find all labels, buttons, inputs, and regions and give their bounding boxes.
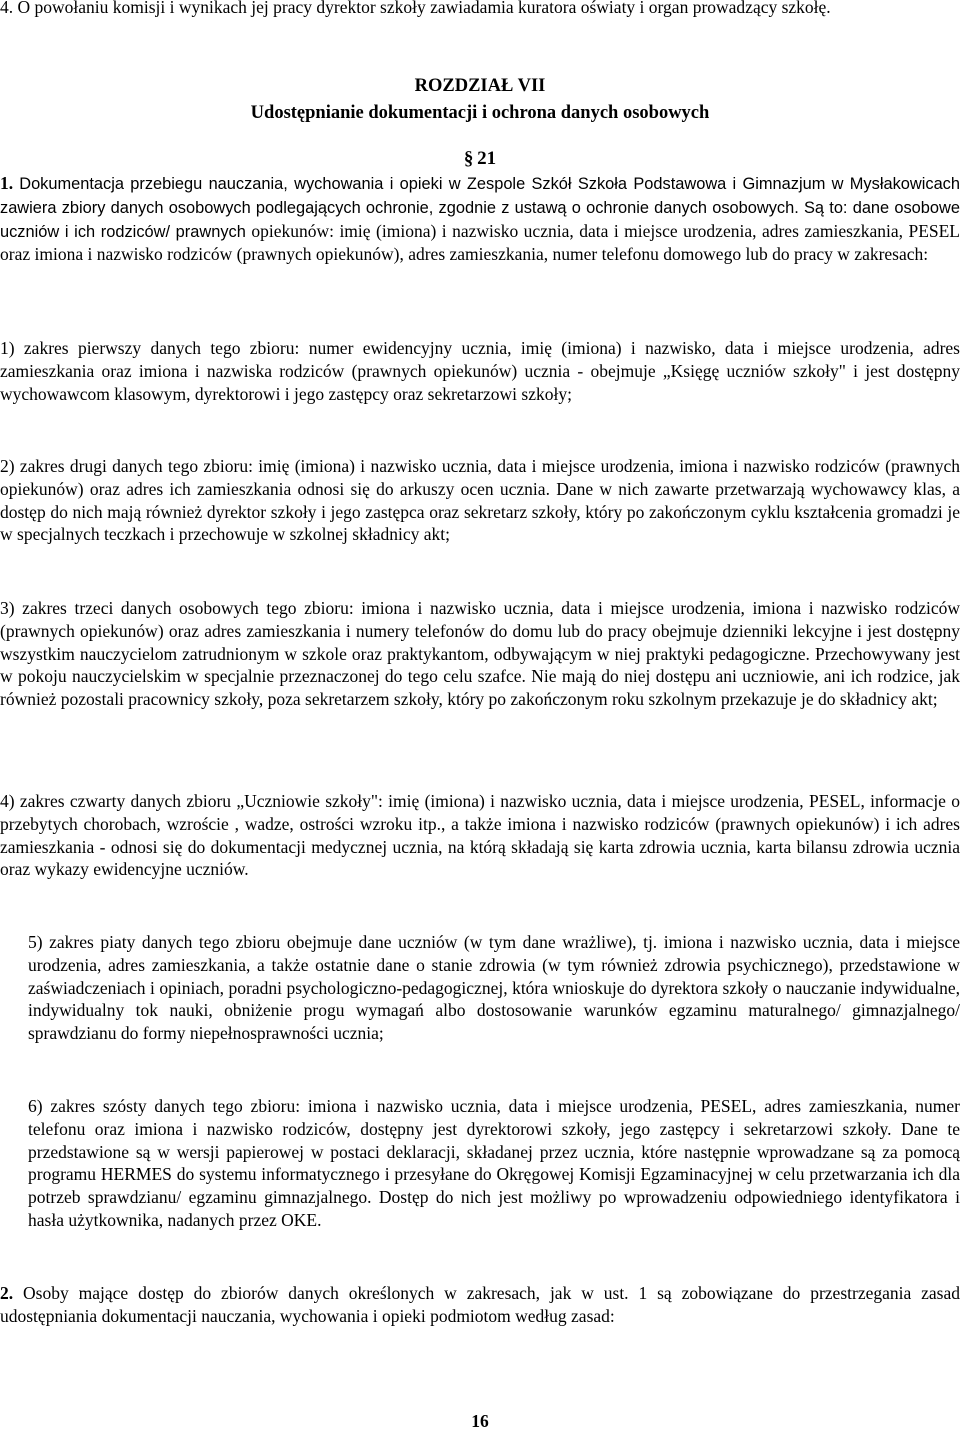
scope-4: 4) zakres czwarty danych zbioru „Uczniowie szkoły": imię (imiona) i nazwisko ucznia, data i miejsce urodzenia, PESEL, informacje o przebytych chorobach, wzroście , wadze, ostrości wzroku itp., a także imiona i nazwisko rodziców (prawnych opiekunów) i ich adres zamieszkania - odnosi się do dokumentacji medycznej ucznia, na którą składają się karta zdrowia ucznia, karta bilansu zdrowia ucznia oraz wykazy ewidencyjne uczniów. bbox=[0, 791, 960, 880]
item-2-text: Osoby mające dostęp do zbiorów danych określonych w zakresach, jak w ust. 1 są zobowiązane do przestrzegania zasad udostępniania dokumentacji nauczania, wychowania i opieki podmiotom według zasad: bbox=[0, 1283, 960, 1326]
item-1-number: 1. bbox=[0, 173, 14, 193]
scope-5: 5) zakres piaty danych tego zbioru obejmuje dane uczniów (w tym dane wrażliwe), tj. imiona i nazwisko ucznia, data i miejsce urodzenia, adres zamieszkania, a także ostatnie dane o stanie zdrowia (w tym również zdrowia psychicznego), przedstawione w zaświadczeniach i opiniach, poradni psychologiczno-pedagogicznej, która wnioskuje do dyrektora szkoły o nauczanie indywidualne, indywidualny tok nauki, obniżenie progu wymagań albo dostosowanie warunków egzaminu maturalnego/ gimnazjalnego/ sprawdzianu do formy niepełnosprawności ucznia; bbox=[28, 932, 960, 1044]
item-2 bbox=[0, 1282, 960, 1328]
paragraph-heading bbox=[0, 148, 960, 171]
item-1-text-serif: opiekunów: imię (imiona) i nazwisko ucznia, data i miejsce urodzenia, adres zamieszkania, PESEL oraz imiona i nazwisko rodziców (prawnych opiekunów), adres zamieszkania, numer telefonu domowego lub do pracy w zakresach: bbox=[0, 220, 960, 265]
scope-1: 1) zakres pierwszy danych tego zbioru: numer ewidencyjny ucznia, imię (imiona) i nazwisko, data i miejsce urodzenia, adres zamieszkania oraz imiona i nazwiska rodziców (prawnych opiekunów) ucznia - obejmuje „Księgę uczniów szkoły" i jest dostępny wychowawcom klasowym, dyrektorowi i jego zastępcy oraz sekretarzowi szkoły; bbox=[0, 338, 960, 404]
scope-2: 2) zakres drugi danych tego zbioru: imię (imiona) i nazwisko ucznia, data i miejsce urodzenia, imiona i nazwisko rodziców (prawnych opiekunów) oraz adres ich zamieszkania odnosi się do arkuszy ocen ucznia. Dane w nich zawarte przetwarzają wychowawcy klas, a dostęp do nich mają również dyrektor szkoły i jego zastępca oraz sekretarz szkoły, który po zakończonym cyklu kształcenia gromadzi je w specjalnych teczkach i przechowuje w szkolnej składnicy akt; bbox=[0, 456, 960, 545]
intro-paragraph: 4. O powołaniu komisji i wynikach jej pracy dyrektor szkoły zawiadamia kuratora oświaty i organ prowadzący szkołę. bbox=[0, 0, 831, 17]
item-2-number: 2. bbox=[0, 1283, 14, 1303]
chapter-subtitle: Udostępnianie dokumentacji i ochrona danych osobowych bbox=[250, 103, 710, 123]
chapter-title: ROZDZIAŁ VII bbox=[414, 76, 546, 96]
page-number: 16 bbox=[471, 1411, 489, 1431]
scope-6: 6) zakres szósty danych tego zbioru: imiona i nazwisko ucznia, data i miejsce urodzenia, PESEL, adres zamieszkania, numer telefonu oraz imiona i nazwisko rodziców, dostępny jest dyrektorowi szkoły, jego zastępcy i sekretarzowi szkoły. Dane te przedstawione są w wersji papierowej w postaci deklaracji, składanej przez ucznia, które następnie wprowadzane są za pomocą programu HERMES do systemu informatycznego i przesyłane do Okręgowej Komisji Egzaminacyjnej w celu przetwarzania ich dla potrzeb sprawdzianu/ egzaminu gimnazjalnego. Dostęp do nich jest możliwy po wprowadzeniu odpowiedniego identyfikatora i hasła użytkownika, nadanych przez OKE. bbox=[28, 1096, 960, 1230]
scope-3: 3) zakres trzeci danych osobowych tego zbioru: imiona i nazwisko ucznia, data i miejsce urodzenia, imiona i nazwisko rodziców (prawnych opiekunów) oraz adres zamieszkania i numery telefonów do domu lub do pracy obejmuje dzienniki lekcyjne i jest dostępny wszystkim nauczycielom zatrudnionym w szkole oraz praktykantom, odbywającym w niej praktyki pedagogiczne. Przechowywany jest w pokoju nauczycielskim w specjalnie przeznaczonej do tego celu szafce. Nie mają do niej dostępu ani uczniowie, ani ich rodzice, jak również pozostali pracownicy szkoły, poza sekretarzem szkoły, który po zakończonym roku szkolnym przekazuje je do składnicy akt; bbox=[0, 598, 960, 710]
paragraph-number: 21 bbox=[477, 148, 497, 169]
item-1-text-sans: Dokumentacja przebiegu nauczania, wychowania i opieki w Zespole Szkół Szkoła Podstawowa i Gimnazjum w Mysłakowicach zawiera zbiory danych osobowych podlegających ochronie, zgodnie z ustawą o ochronie danych osobowych. Są to: dane osobowe uczniów i ich rodziców/ prawnych bbox=[0, 175, 960, 241]
item-1 bbox=[0, 172, 960, 266]
section-sign-icon: § bbox=[463, 148, 474, 169]
